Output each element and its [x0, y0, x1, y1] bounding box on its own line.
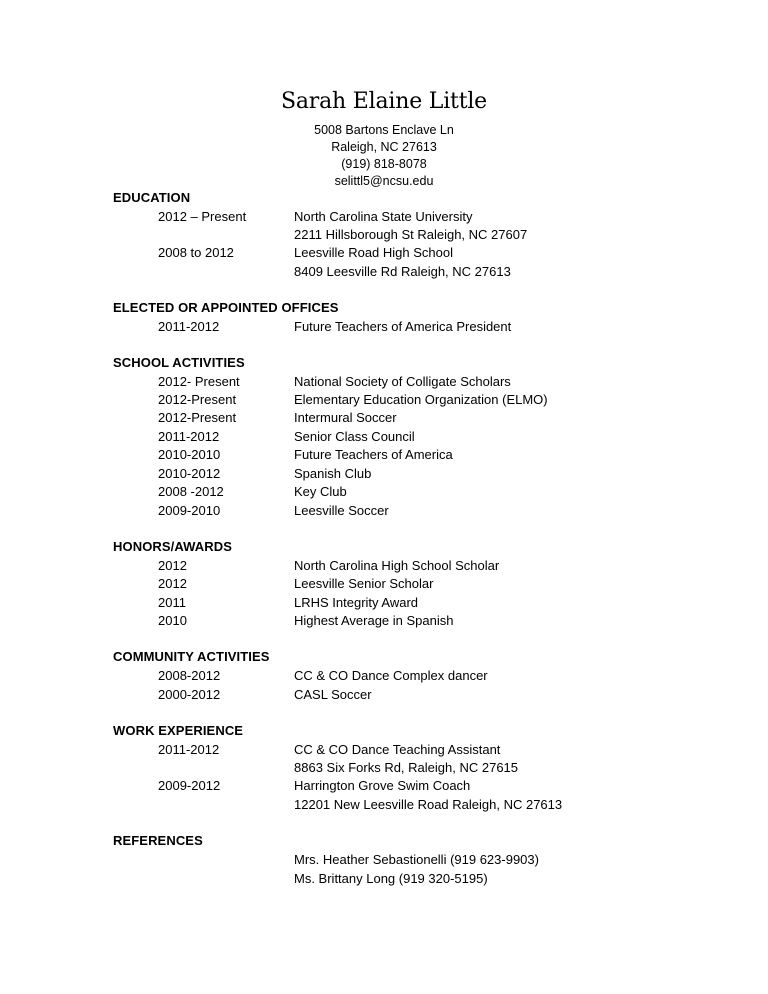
- row-text: Spanish Club: [294, 466, 372, 481]
- address-line-2: Raleigh, NC 27613: [331, 140, 437, 154]
- education-row: [0, 226, 768, 244]
- school-activity-row: [0, 483, 768, 501]
- row-text: Leesville Senior Scholar: [294, 576, 434, 591]
- row-date: 2011-2012: [158, 742, 220, 757]
- school-activity-row: [0, 409, 768, 427]
- row-date: 2009-2012: [158, 778, 221, 793]
- education-row: [0, 208, 768, 226]
- offices-row: [0, 318, 768, 336]
- section-title-work: WORK EXPERIENCE: [113, 723, 244, 738]
- honor-row: [0, 612, 768, 630]
- school-activity-row: [0, 391, 768, 409]
- section-title-education: EDUCATION: [113, 190, 191, 205]
- row-text: National Society of Colligate Scholars: [294, 374, 511, 389]
- section-title-school-activities: SCHOOL ACTIVITIES: [113, 355, 245, 370]
- row-text: Leesville Road High School: [294, 245, 453, 260]
- section-title-references: REFERENCES: [113, 833, 203, 848]
- row-text: Future Teachers of America: [294, 447, 453, 462]
- row-text: Senior Class Council: [294, 429, 415, 444]
- community-row: [0, 686, 768, 704]
- school-activity-row: [0, 428, 768, 446]
- education-row: [0, 244, 768, 262]
- work-row: [0, 759, 768, 777]
- row-date: 2012 – Present: [158, 209, 247, 224]
- work-row: [0, 796, 768, 814]
- row-text: 2211 Hillsborough St Raleigh, NC 27607: [294, 227, 528, 242]
- row-date: 2010-2012: [158, 466, 221, 481]
- row-date: 2012: [158, 576, 187, 591]
- honor-row: [0, 575, 768, 593]
- row-text: 8409 Leesville Rd Raleigh, NC 27613: [294, 264, 511, 279]
- row-date: 2012: [158, 558, 187, 573]
- work-row: [0, 741, 768, 759]
- resume-name: Sarah Elaine Little: [281, 89, 487, 114]
- reference-row: [0, 851, 768, 869]
- row-text: Key Club: [294, 484, 347, 499]
- row-date: 2012- Present: [158, 374, 240, 389]
- row-text: Leesville Soccer: [294, 503, 389, 518]
- school-activity-row: [0, 373, 768, 391]
- section-title-offices: ELECTED OR APPOINTED OFFICES: [113, 300, 339, 315]
- section-title-community: COMMUNITY ACTIVITIES: [113, 649, 270, 664]
- row-text: CASL Soccer: [294, 687, 372, 702]
- school-activity-row: [0, 465, 768, 483]
- row-date: 2010: [158, 613, 187, 628]
- reference-row: [0, 870, 768, 888]
- row-text: Highest Average in Spanish: [294, 613, 454, 628]
- email-address: selittl5@ncsu.edu: [334, 174, 434, 188]
- row-text: North Carolina State University: [294, 209, 473, 224]
- honor-row: [0, 594, 768, 612]
- row-date: 2011-2012: [158, 319, 220, 334]
- row-text: Elementary Education Organization (ELMO): [294, 392, 548, 407]
- school-activity-row: [0, 446, 768, 464]
- row-date: 2012-Present: [158, 410, 237, 425]
- row-text: Future Teachers of America President: [294, 319, 512, 334]
- school-activity-row: [0, 502, 768, 520]
- row-text: North Carolina High School Scholar: [294, 558, 500, 573]
- row-date: 2010-2010: [158, 447, 221, 462]
- row-text: 8863 Six Forks Rd, Raleigh, NC 27615: [294, 760, 519, 775]
- row-date: 2000-2012: [158, 687, 221, 702]
- row-date: 2008 -2012: [158, 484, 224, 499]
- row-date: 2012-Present: [158, 392, 237, 407]
- row-date: 2008-2012: [158, 668, 221, 683]
- honor-row: [0, 557, 768, 575]
- row-date: 2011-2012: [158, 429, 220, 444]
- row-text: 12201 New Leesville Road Raleigh, NC 27613: [294, 797, 563, 812]
- address-line-1: 5008 Bartons Enclave Ln: [314, 123, 454, 137]
- section-title-honors: HONORS/AWARDS: [113, 539, 233, 554]
- row-text: Harrington Grove Swim Coach: [294, 778, 471, 793]
- row-date: 2008 to 2012: [158, 245, 234, 260]
- education-row: [0, 263, 768, 281]
- row-text: Intermural Soccer: [294, 410, 397, 425]
- row-text: CC & CO Dance Teaching Assistant: [294, 742, 501, 757]
- row-date: 2011: [158, 595, 186, 610]
- work-row: [0, 777, 768, 795]
- row-text: Mrs. Heather Sebastionelli (919 623-9903): [294, 852, 539, 867]
- community-row: [0, 667, 768, 685]
- row-text: LRHS Integrity Award: [294, 595, 419, 610]
- row-text: Ms. Brittany Long (919 320-5195): [294, 871, 488, 886]
- row-text: CC & CO Dance Complex dancer: [294, 668, 488, 683]
- phone-number: (919) 818-8078: [341, 157, 427, 171]
- row-date: 2009-2010: [158, 503, 221, 518]
